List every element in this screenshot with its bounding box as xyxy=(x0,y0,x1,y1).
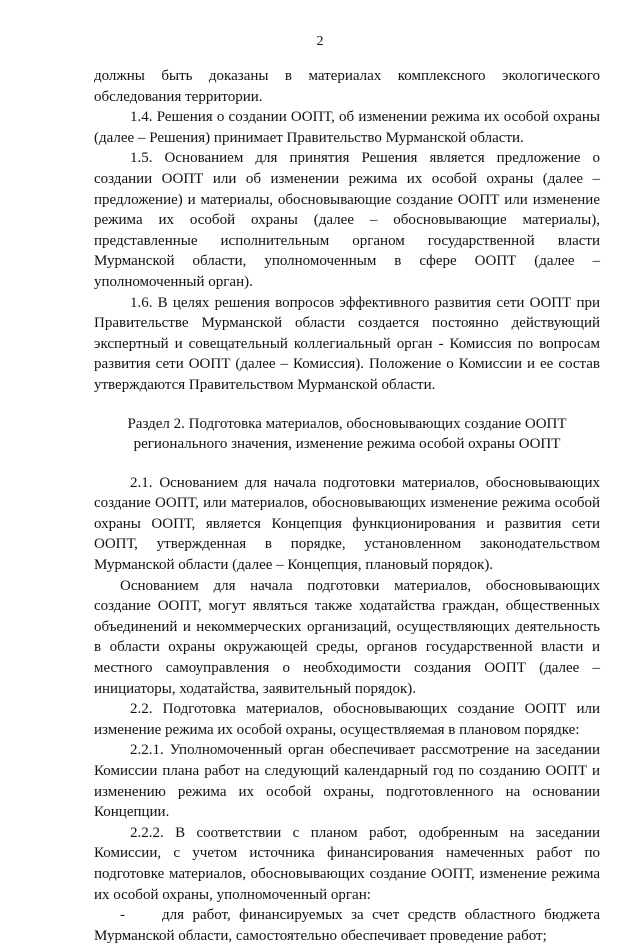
document-body xyxy=(94,66,600,946)
paragraph-2-1-continued: Основанием для начала подготовки материалов, обосновывающих создание ООПТ, могут являться также ходатайства граждан, общественных объединений и некоммерческих организаций, осуществляющих деятельность в области охраны окружающей среды, органов государственной власти и местного самоуправления о необходимости создания ООПТ (далее – инициаторы, ходатайства, заявительный порядок). xyxy=(94,577,600,697)
page-number: 2 xyxy=(316,34,324,49)
bullet-dash: - xyxy=(120,907,125,924)
list-item xyxy=(94,905,600,946)
paragraph-1-4: 1.4. Решения о создании ООПТ, об изменении режима их особой охраны (далее – Решения) принимает Правительство Мурманской области. xyxy=(94,109,600,146)
paragraph-2-2: 2.2. Подготовка материалов, обосновывающих создание ООПТ или изменение режима их особой охраны, осуществляемая в плановом порядке: xyxy=(94,701,600,738)
paragraph-continuation: должны быть доказаны в материалах комплексного экологического обследования территории. xyxy=(94,68,600,105)
paragraph-1-5: 1.5. Основанием для принятия Решения является предложение о создании ООПТ или об изменении режима их особой охраны (далее – предложение) и материалы, обосновывающие создание ООПТ или изменение режима их особой охраны (далее – обосновывающие материалы), представленные исполнительным органом государственной власти Мурманской области, уполномоченным в сфере ООПТ (далее – уполномоченный орган). xyxy=(94,150,600,290)
section-heading: Раздел 2. Подготовка материалов, обосновывающих создание ООПТ регионального значения, изменение режима особой охраны ООПТ xyxy=(127,415,567,453)
paragraph-2-1: 2.1. Основанием для начала подготовки материалов, обосновывающих создание ООПТ, или материалов, обосновывающих изменение режима особой охраны ООПТ, является Концепция функционирования и развития сети ООПТ, утвержденная в порядке, установленном законодательством Мурманской области (далее – Концепция, плановый порядок). xyxy=(94,474,600,574)
paragraph-2-2-1: 2.2.1. Уполномоченный орган обеспечивает рассмотрение на заседании Комиссии плана работ на следующий календарный год по созданию ООПТ и изменению режима их особой охраны, подготовленного на основании Концепции. xyxy=(94,742,600,821)
paragraph-1-6: 1.6. В целях решения вопросов эффективного развития сети ООПТ при Правительстве Мурманской области создается постоянно действующий экспертный и совещательный коллегиальный орган - Комиссия по вопросам развития сети ООПТ (далее – Комиссия). Положение о Комиссии и ее состав утверждаются Правительством Мурманской области. xyxy=(94,294,600,393)
list-item-text: для работ, финансируемых за счет средств областного бюджета Мурманской области, самостоятельно обеспечивает проведение работ; xyxy=(94,907,600,944)
paragraph-2-2-2: 2.2.2. В соответствии с планом работ, одобренным на заседании Комиссии, с учетом источника финансирования намеченных работ по подготовке материалов, обосновывающих создание ООПТ, изменение режима их особой охраны, уполномоченный орган: xyxy=(94,824,600,903)
